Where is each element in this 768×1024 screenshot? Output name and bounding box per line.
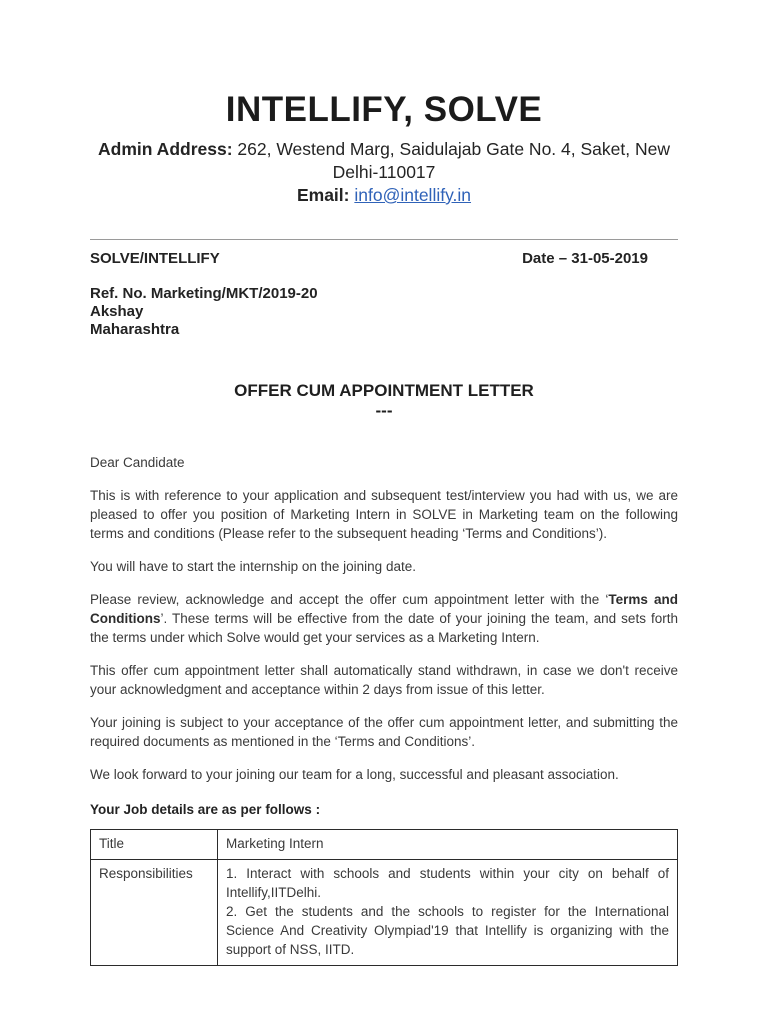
letter-date: Date – 31-05-2019 [522, 250, 648, 267]
terms-and-conditions-bold: Terms and Conditions [90, 592, 678, 626]
heading-dashes: --- [375, 401, 393, 420]
paragraph-withdrawal: This offer cum appointment letter shall automatically stand withdrawn, in case we don't receive your acknowledgment and acceptance within 2 days from issue of this letter. [90, 663, 678, 697]
admin-address [90, 138, 678, 184]
job-details-heading: Your Job details are as per follows : [90, 802, 321, 817]
email-line [90, 184, 678, 207]
letter-heading: OFFER CUM APPOINTMENT LETTER [234, 381, 534, 400]
paragraph-look-forward: We look forward to your joining our team for a long, successful and pleasant association. [90, 767, 619, 782]
paragraph-joining-date: You will have to start the internship on the joining date. [90, 559, 416, 574]
row-value-responsibilities [218, 860, 678, 966]
admin-address-line1: 262, Westend Marg, Saidulajab Gate No. 4, Saket, New [232, 139, 670, 159]
header-divider [90, 239, 678, 240]
table-row-title [91, 830, 678, 860]
candidate-name: Akshay [90, 303, 144, 320]
ref-number: Ref. No. Marketing/MKT/2019-20 [90, 285, 318, 302]
candidate-state: Maharashtra [90, 321, 180, 338]
row-label-responsibilities: Responsibilities [91, 860, 218, 966]
responsibility-item-2: 2. Get the students and the schools to register for the International Science And Creativity Olympiad'19 that Intellify is organizing with the support of NSS, IITD. [226, 904, 669, 957]
title-value: Marketing Intern [226, 836, 324, 851]
job-details-table [90, 829, 678, 966]
email-label: Email: [296, 185, 355, 205]
ref-date-row [90, 249, 678, 268]
paragraph-offer-reference: This is with reference to your application and subsequent test/interview you had with us, we are pleased to offer you position of Marketing Intern in SOLVE in Marketing team on the following terms and conditions (Please refer to the subsequent heading ‘Terms and Conditions’). [90, 488, 678, 541]
reference-block [90, 285, 678, 339]
paragraph-review-pre: Please review, acknowledge and accept the offer cum appointment letter with the ‘ [90, 592, 609, 607]
admin-address-line2: Delhi-110017 [332, 162, 436, 182]
responsibility-item-1: 1. Interact with schools and students within your city on behalf of Intellify,IITDelhi. [226, 866, 669, 900]
salutation: Dear Candidate [90, 455, 185, 470]
row-label-title: Title [91, 830, 218, 860]
paragraph-review-post: ’. These terms will be effective from the date of your joining the team, and sets forth the terms under which Solve would get your services as a Marketing Intern. [90, 611, 678, 645]
email-link[interactable]: info@intellify.in [354, 185, 472, 205]
paragraph-review-accept [90, 590, 678, 647]
company-title: INTELLIFY, SOLVE [225, 90, 543, 129]
letterhead [90, 90, 678, 207]
company-ref: SOLVE/INTELLIFY [90, 250, 220, 267]
row-value-title [218, 830, 678, 860]
admin-address-label: Admin Address: [98, 139, 233, 159]
paragraph-joining-subject: Your joining is subject to your acceptance of the offer cum appointment letter, and submitting the required documents as mentioned in the ‘Terms and Conditions’. [90, 715, 678, 749]
table-row-responsibilities [91, 860, 678, 966]
